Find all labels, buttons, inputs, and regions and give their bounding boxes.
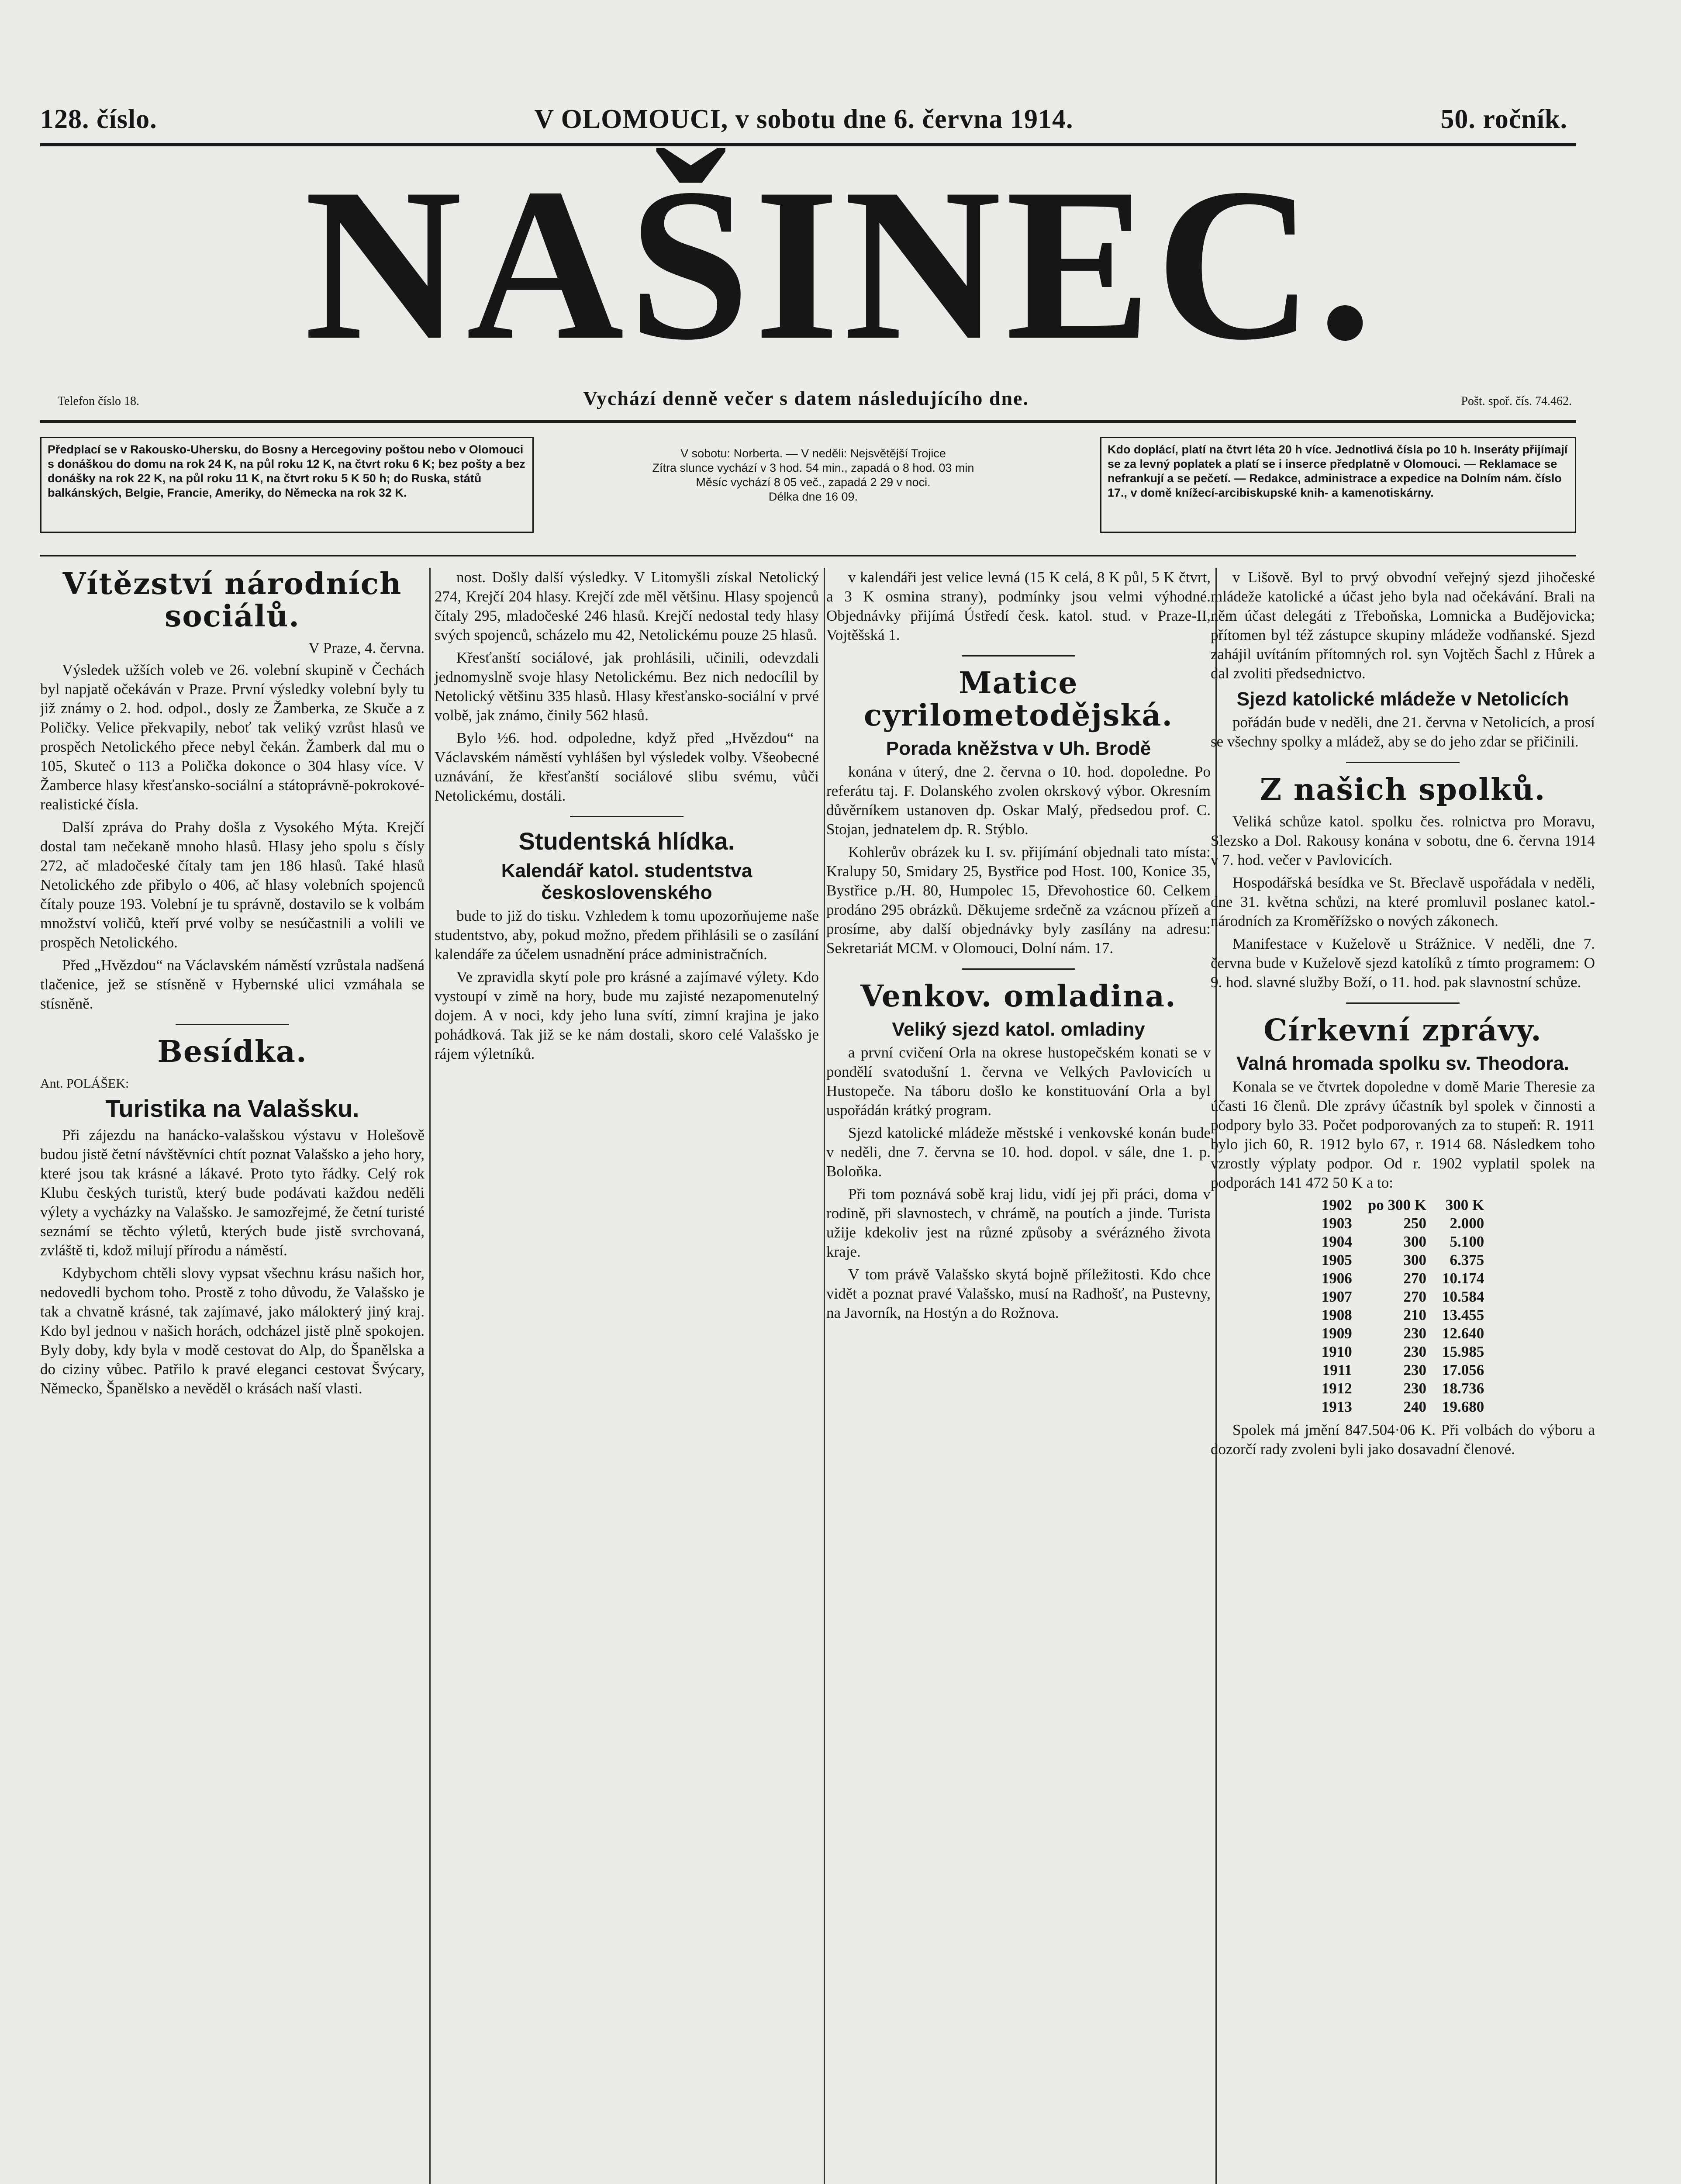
paragraph: Při zájezdu na hanácko-valašskou výstavu v Holešově budou jistě četní návštěvníci chtít poznat Valašsko a jeho hory, které jsou tak krásné a lákavé. Proto tyto řádky. Celý rok Klubu českých turistů, který bude podávati každou neděli výlety a vycházky na Valašsko. Je samozřejmé, že četní turisté seznámí se těchto výletů, kterých bude jistě svrchovaná, zvláště ti, kdož milují přírodu a náměstí. [40,1127,425,1259]
section-title: Církevní zprávy. [1263,1013,1542,1048]
column-divider [824,568,825,2184]
table-cell: 270 [1403,1288,1426,1305]
paragraph: Výsledek užších voleb ve 26. volební skupině v Čechách byl napjatě očekáván v Praze. První výsledky volební byly tu již známy o 2. hod. odpol., dosly ze Žamberka, ze Skuče a z Poličky. Velice překvapily, neboť tak veliký vzrůst hlasů ve prospěch Netolického přece nebyl čekán. Žamberk dal mu o 105, Skuteč o 113 a Polička dokonce o 304 hlasy více. V Žamberce hlasy křesťansko-sociální a státoprávně-pokrokové-realistické čísla. [40,661,425,813]
postal-account: Pošt. spoř. čís. 74.462. [1461,394,1572,408]
column-3 [826,568,1211,1326]
table-cell: 18.736 [1442,1380,1484,1397]
table-cell: 13.455 [1442,1306,1484,1324]
subheading: Veliký sjezd katol. omladiny [892,1019,1145,1040]
section-divider [176,1024,289,1025]
table-cell: 210 [1403,1306,1426,1324]
publication-note: Vychází denně večer s datem následujícího dne. [583,387,1029,409]
table-cell: 1912 [1321,1380,1352,1397]
calendar-line: Zítra slunce vychází v 3 hod. 54 min., zapadá o 8 hod. 03 min [652,461,974,474]
advertising-box: Kdo doplácí, platí na čtvrt léta 20 h více. Jednotlivá čísla po 10 h. Inseráty přijímají se za levný poplatek a platí se i inserce předplatně v Olomouci. — Reklamace se nefrankují a se pečetí. — Redakce, administrace a expedice na Dolním nám. číslo 17., v domě knížecí-arcibiskupské knih- a kamenotiskárny. [1100,437,1576,533]
table-row [1314,1361,1492,1379]
subheading: Sjezd katolické mládeže v Netolicích [1236,688,1569,710]
middle-rule [40,420,1576,423]
telephone: Telefon číslo 18. [58,394,139,408]
section-title: Matice cyrilometodějská. [863,666,1174,733]
section-title: Z našich spolků. [1260,772,1546,807]
subheading: Valná hromada spolku sv. Theodora. [1236,1053,1570,1074]
article-title: Vítězství národních sociálů. [62,567,402,634]
table-cell: 300 K [1445,1196,1484,1213]
paragraph: bude to již do tisku. Vzhledem k tomu upozorňujeme naše studentstvo, aby, pokud možno, předem přihlásili se o zasílání kalendáře za účelem usnadnění práce administračních. [435,907,819,963]
support-table [1314,1196,1492,1416]
subheading: Kalendář katol. studentstva československého [501,860,752,903]
table-cell: 1910 [1321,1343,1352,1360]
table-row [1314,1306,1492,1324]
table-cell: 15.985 [1442,1343,1484,1360]
table-cell: 1905 [1321,1251,1352,1268]
paragraph: Sjezd katolické mládeže městské i venkovské konán bude v neděli, dne 7. června se 10. hod. dopol. v sále, dne 1. p. Boloňka. [826,1124,1211,1180]
table-row [1314,1324,1492,1343]
paragraph: V tom právě Valašsko skytá bojně příležitosti. Kdo chce vidět a poznat pravé Valašsko, musí na Radhošť, na Pustevny, na Javorník, na Hostýn a do Rožnova. [826,1266,1211,1321]
table-cell: 1907 [1321,1288,1352,1305]
table-row [1314,1288,1492,1306]
table-cell: po 300 K [1367,1196,1426,1213]
section-divider [570,816,683,817]
paragraph: konána v úterý, dne 2. června o 10. hod. dopoledne. Po referátu taj. F. Dolanského zvolen okrskový výbor. Okresním důvěrníkem ustanoven dp. Oskar Malý, předsedou prof. C. Stojan, jednatelem dp. R. Stýblo. [826,763,1211,838]
paragraph: Křesťanští sociálové, jak prohlásili, učinili, odevzdali jednomyslně svoje hlasy Netolickému. Bez nich nedocílil by Netolický většinu 335 hlasů. Hlasy křesťansko-sociální v prvé volbě, jak známo, činily 562 hlasů. [435,649,819,724]
paragraph: Spolek má jmění 847.504·06 K. Při volbách do výboru a dozorčí rady zvoleni byli jako dosavadní členové. [1211,1421,1595,1458]
info-bar [40,437,1576,548]
article-dateline: V Praze, 4. června. [308,639,425,657]
table-cell: 1913 [1321,1398,1352,1415]
masthead-title: NAŠINEC. [304,143,1377,385]
table-cell: 1902 [1321,1196,1352,1213]
column-4 [1211,568,1595,1462]
table-cell: 230 [1403,1325,1426,1342]
table-cell: 300 [1403,1233,1426,1250]
author-name: Ant. POLÁŠEK: [40,1076,129,1091]
section-title: Studentská hlídka. [518,827,735,855]
table-cell: 240 [1403,1398,1426,1415]
paragraph: Kdybychom chtěli slovy vypsat všechnu krásu našich hor, nedovedli bychom toho. Prostě z toho důvodu, že Valašsko je tak a chvatně krásné, tak zajímavé, jako málokterý jiný kraj. Kdo byl jednou v našich horách, odcházel jistě plně spokojen. Byly doby, kdy byla v modě cestovat do Alp, do Španělska a do ciziny vůbec. Patřilo k pravé eleganci cestovat Švýcary, Německo, Španělsko a nevěděl o krásách naší vlasti. [40,1265,425,1397]
section-divider [1346,1002,1460,1004]
table-cell: 1909 [1321,1325,1352,1342]
paragraph: Konala se ve čtvrtek dopoledne v domě Marie Theresie za účasti 16 členů. Dle zprávy účastník byl spolek v činnosti a podpory bylo 33. Počet podporovaných za to stupeň: R. 1911 bylo jich 60, R. 1912 bylo 67, r. 1914 68. Následkem toho vzrostly výplaty podpor. Od r. 1902 vyplatil spolek na podporách 141 472 50 K a to: [1211,1078,1595,1191]
paragraph: Před „Hvězdou“ na Václavském náměstí vzrůstala nadšená tlačenice, jež se stísněně v Hybernské ulici vzmáhala se stísněně. [40,957,425,1012]
table-cell: 230 [1403,1362,1426,1379]
table-cell: 1911 [1322,1362,1352,1379]
issue-line [40,104,1567,135]
table-row [1314,1196,1492,1214]
subheading: Porada kněžstva v Uh. Brodě [886,738,1151,759]
paragraph: Bylo ½6. hod. odpoledne, když před „Hvězdou“ na Václavském náměstí vyhlášen byl výsledek volby. Všeobecné uznávání, že křesťanští sociálové slibu svému, vůči Netolickému, dostáli. [435,729,819,804]
table-cell: 270 [1403,1270,1426,1287]
paragraph: a první cvičení Orla na okrese hustopečském konati se v pondělí svatodušní 1. června ve Velkých Pavlovicích u Hustopeče. Na táboru došlo ke konstituování Orla a byl uspořádán krátký program. [826,1044,1211,1119]
section-divider [962,655,1075,657]
paragraph: Při tom poznává sobě kraj lidu, vidí jej při práci, doma v rodině, při slavnostech, v chrámě, na poutích a jinde. Turista užije kdekoliv jest na různé způsoby a svérázného života kraje. [826,1185,1211,1260]
paragraph: Kohlerův obrázek ku I. sv. přijímání objednali tato místa: Kralupy 50, Smidary 25, Bystřice pod Host. 100, Konice 35, Bystřice p./H. 80, Humpolec 15, Dřevohostice 60. Celkem prodáno 295 obrázků. Děkujeme srdečně za vzácnou přízeň a prosíme, aby další objednávky byly zasílány na adresu: Sekretariát MCM. v Olomouci, Dolní nám. 17. [826,843,1211,957]
table-cell: 300 [1403,1251,1426,1268]
subscription-box: Předplací se v Rakousko-Uhersku, do Bosny a Hercegoviny poštou nebo v Olomouci s donáškou do domu na rok 24 K, na půl roku 12 K, na čtvrt roku 6 K; bez pošty a bez donášky na rok 22 K, na půl roku 11 K, na čtvrt roku 5 K 50 h; do Ruska, států balkánských, Belgie, Francie, Ameriky, do Německa na rok 32 K. [40,437,534,533]
table-cell: 19.680 [1442,1398,1484,1415]
section-divider [1346,762,1460,763]
table-row [1314,1343,1492,1361]
table-cell: 6.375 [1450,1251,1484,1268]
paragraph: Další zpráva do Prahy došla z Vysokého Mýta. Krejčí dostal tam nečekaně mnoho hlasů. Hlasy jeho spolu s čísly 272, ač mladočeské čítaly tam jen 186 hlasů. Také hlasů Netolického zde přibylo o 406, ač hlasy volebních spojenců čítaly pouze 193. Volební je tu správně, dostavilo se k volbám množství voličů, kteří prvé volby se nesúčastnili a volili ve prospěch Netolického. [40,819,425,951]
paragraph: Veliká schůze katol. spolku čes. rolnictva pro Moravu, Slezsko a Dol. Rakousy konána v sobotu, dne 6. června 1914 v 7. hod. večer v Pavlovicích. [1211,813,1595,868]
calendar-line: Délka dne 16 09. [768,490,858,503]
paragraph: pořádán bude v neděli, dne 21. června v Netolicích, a prosí se všechny spolky a mládež, aby se do jeho zdar se přičinili. [1211,714,1595,750]
table-cell: 250 [1403,1215,1426,1232]
issue-date: V OLOMOUCI, v sobotu dne 6. června 1914. [534,104,1073,134]
paragraph: Hospodářská besídka ve St. Břeclavě uspořádala v neděli, dne 31. května schůzi, na které promluvil poslanec katol.-národních za Kroměřížsko o nových zákonech. [1211,874,1595,930]
table-cell: 1903 [1321,1215,1352,1232]
table-cell: 12.640 [1442,1325,1484,1342]
column-2 [435,568,819,1067]
table-cell: 230 [1403,1380,1426,1397]
calendar-box [573,437,1053,504]
table-cell: 1904 [1321,1233,1352,1250]
section-title: Besídka. [157,1034,307,1069]
volume-number: 50. ročník. [1440,104,1567,134]
feuilleton-title: Turistika na Valašsku. [105,1095,359,1122]
subtitle-line [40,387,1572,413]
section-title: Venkov. omladina. [860,979,1177,1014]
table-row [1314,1269,1492,1288]
table-cell: 10.174 [1442,1270,1484,1287]
paragraph: Manifestace v Kuželově u Strážnice. V neděli, dne 7. června bude v Kuželově sjezd katolíků z tímto programem: O 9. hod. slavné služby Boží, o 11. hod. pak slavnostní schůze. [1211,935,1595,991]
table-row [1314,1233,1492,1251]
paragraph: v Lišově. Byl to prvý obvodní veřejný sjezd jihočeské mládeže katolické a účast jeho byla nad očekávání. Brali na něm účast delegáti z Třeboňska, Lomnicka a Budějovicka; přítomen byl též zástupce skupiny mládeže vodňanské. Sjezd zahájil uvítáním přítomných rol. syn Vojtěch Šachl z Hůrek a dal zvoliti předsednictvo. [1211,569,1595,682]
table-row [1314,1379,1492,1398]
paragraph: v kalendáři jest velice levná (15 K celá, 8 K půl, 5 K čtvrt, a 3 K osmina strany), podmínky jsou velmi výhodné. Objednávky přijímá Ústředí česk. katol. stud. v Praze-II, Vojtěšská 1. [826,569,1211,643]
column-1 [40,568,425,1402]
section-divider [962,968,1075,970]
table-cell: 2.000 [1450,1215,1484,1232]
calendar-line: Měsíc vychází 8 05 več., zapadá 2 29 v noci. [696,476,931,489]
table-cell: 10.584 [1442,1288,1484,1305]
issue-number: 128. číslo. [40,104,157,134]
column-divider [429,568,431,2184]
table-row [1314,1398,1492,1416]
table-cell: 5.100 [1450,1233,1484,1250]
calendar-line: V sobotu: Norberta. — V neděli: Nejsvětější Trojice [680,447,946,460]
bottom-rule [40,555,1576,556]
paragraph: Ve zpravidla skytí pole pro krásné a zajímavé výlety. Kdo vystoupí v zimě na hory, bude mu zajisté nezapomenutelný dojem. A v noci, kdy jeho luna svítí, zimní krajina je jako pohádková. Tak již se ke nám dostali, skoro celé Valašsko je rájem výletníků. [435,968,819,1062]
table-cell: 1906 [1321,1270,1352,1287]
paragraph: nost. Došly další výsledky. V Litomyšli získal Netolický 274, Krejčí 204 hlasy. Krejčí zde měl většinu. Hlasy spojenců čítaly 295, mladočeské 246 hlasů. Krejčí nedostal tedy hlasy svých spojenců, scházelo mu 42, Netolickému pouze 25 hlasů. [435,569,819,643]
table-cell: 230 [1403,1343,1426,1360]
table-row [1314,1251,1492,1269]
table-cell: 17.056 [1442,1362,1484,1379]
table-row [1314,1214,1492,1233]
table-cell: 1908 [1321,1306,1352,1324]
